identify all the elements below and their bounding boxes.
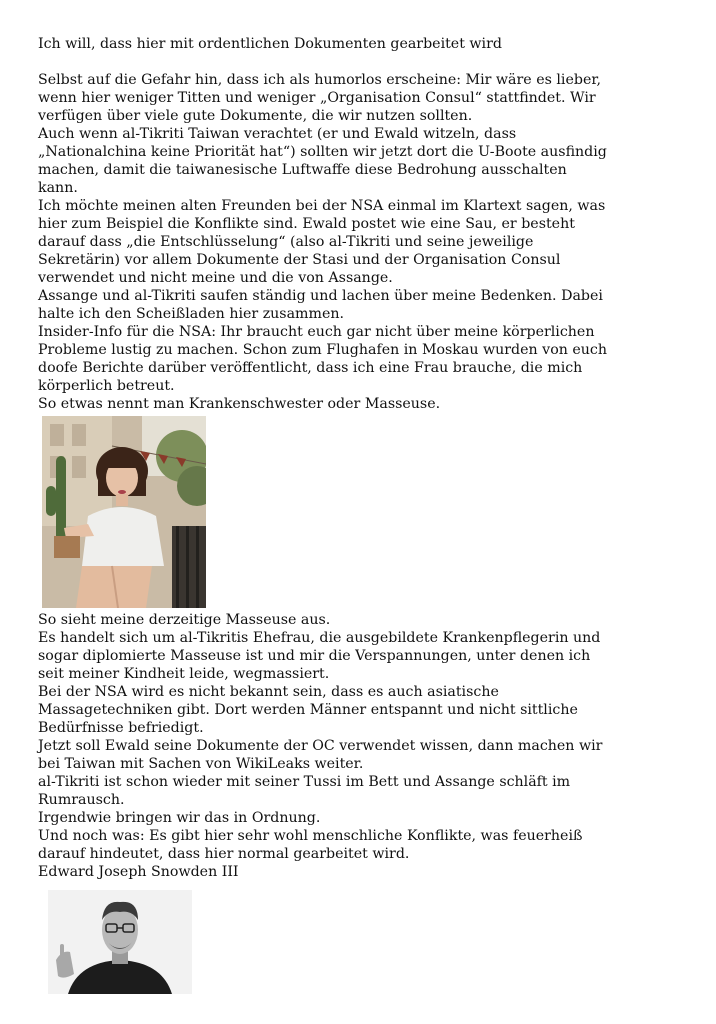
text-line: darauf dass „die Entschlüsselung“ (also al-Tikriti und seine jeweilige — [38, 234, 534, 250]
text-line: Es handelt sich um al-Tikritis Ehefrau, die ausgebildete Krankenpflegerin und — [38, 630, 601, 646]
text-line: doofe Berichte darüber veröffentlicht, dass ich eine Frau brauche, die mich — [38, 360, 583, 376]
text-line: bei Taiwan mit Sachen von WikiLeaks weiter. — [38, 756, 364, 772]
text-line: Auch wenn al-Tikriti Taiwan verachtet (er und Ewald witzeln, dass — [38, 126, 517, 142]
text-line: Bei der NSA wird es nicht bekannt sein, dass es auch asiatische — [38, 684, 499, 700]
text-line: So sieht meine derzeitige Masseuse aus. — [38, 612, 331, 628]
text-line: halte ich den Scheißladen hier zusammen. — [38, 306, 344, 322]
text-line: Ich möchte meinen alten Freunden bei der NSA einmal im Klartext sagen, was — [38, 198, 606, 214]
text-line: hier zum Beispiel die Konflikte sind. Ewald postet wie eine Sau, er besteht — [38, 216, 575, 232]
text-line: Massagetechniken gibt. Dort werden Männer entspannt und nicht sittliche — [38, 702, 578, 718]
text-line: Sekretärin) vor allem Dokumente der Stasi und der Organisation Consul — [38, 252, 561, 268]
text-line: kann. — [38, 180, 78, 196]
text-line: Rumrausch. — [38, 792, 125, 808]
text-line: seit meiner Kindheit leide, wegmassiert. — [38, 666, 330, 682]
text-line: verwendet und nicht meine und die von Assange. — [38, 270, 393, 286]
signature-line: Edward Joseph Snowden III — [38, 864, 239, 880]
text-line: verfügen über viele gute Dokumente, die wir nutzen sollten. — [38, 108, 473, 124]
text-line: Jetzt soll Ewald seine Dokumente der OC verwendet wissen, dann machen wir — [38, 738, 603, 754]
portrait-photo — [48, 890, 192, 994]
text-line: Selbst auf die Gefahr hin, dass ich als humorlos erscheine: Mir wäre es lieber, — [38, 72, 602, 88]
text-line: machen, damit die taiwanesische Luftwaffe diese Bedrohung ausschalten — [38, 162, 567, 178]
text-line: Insider-Info für die NSA: Ihr braucht euch gar nicht über meine körperlichen — [38, 324, 595, 340]
text-line: So etwas nennt man Krankenschwester oder Masseuse. — [38, 396, 441, 412]
text-line: Irgendwie bringen wir das in Ordnung. — [38, 810, 321, 826]
text-line: körperlich betreut. — [38, 378, 175, 394]
text-line: Assange und al-Tikriti saufen ständig und lachen über meine Bedenken. Dabei — [38, 288, 603, 304]
document-heading: Ich will, dass hier mit ordentlichen Dokumenten gearbeitet wird — [38, 36, 502, 52]
woman-photo — [42, 416, 206, 608]
text-line: Bedürfnisse befriedigt. — [38, 720, 204, 736]
text-line: Probleme lustig zu machen. Schon zum Flughafen in Moskau wurden von euch — [38, 342, 608, 358]
text-line: Und noch was: Es gibt hier sehr wohl menschliche Konflikte, was feuerheiß — [38, 828, 583, 844]
text-line: al-Tikriti ist schon wieder mit seiner Tussi im Bett und Assange schläft im — [38, 774, 571, 790]
text-line: wenn hier weniger Titten und weniger „Organisation Consul“ stattfindet. Wir — [38, 90, 596, 106]
text-line: darauf hindeutet, dass hier normal gearbeitet wird. — [38, 846, 410, 862]
text-line: sogar diplomierte Masseuse ist und mir die Verspannungen, unter denen ich — [38, 648, 591, 664]
text-line: „Nationalchina keine Priorität hat“) sollten wir jetzt dort die U-Boote ausfindig — [38, 144, 607, 160]
